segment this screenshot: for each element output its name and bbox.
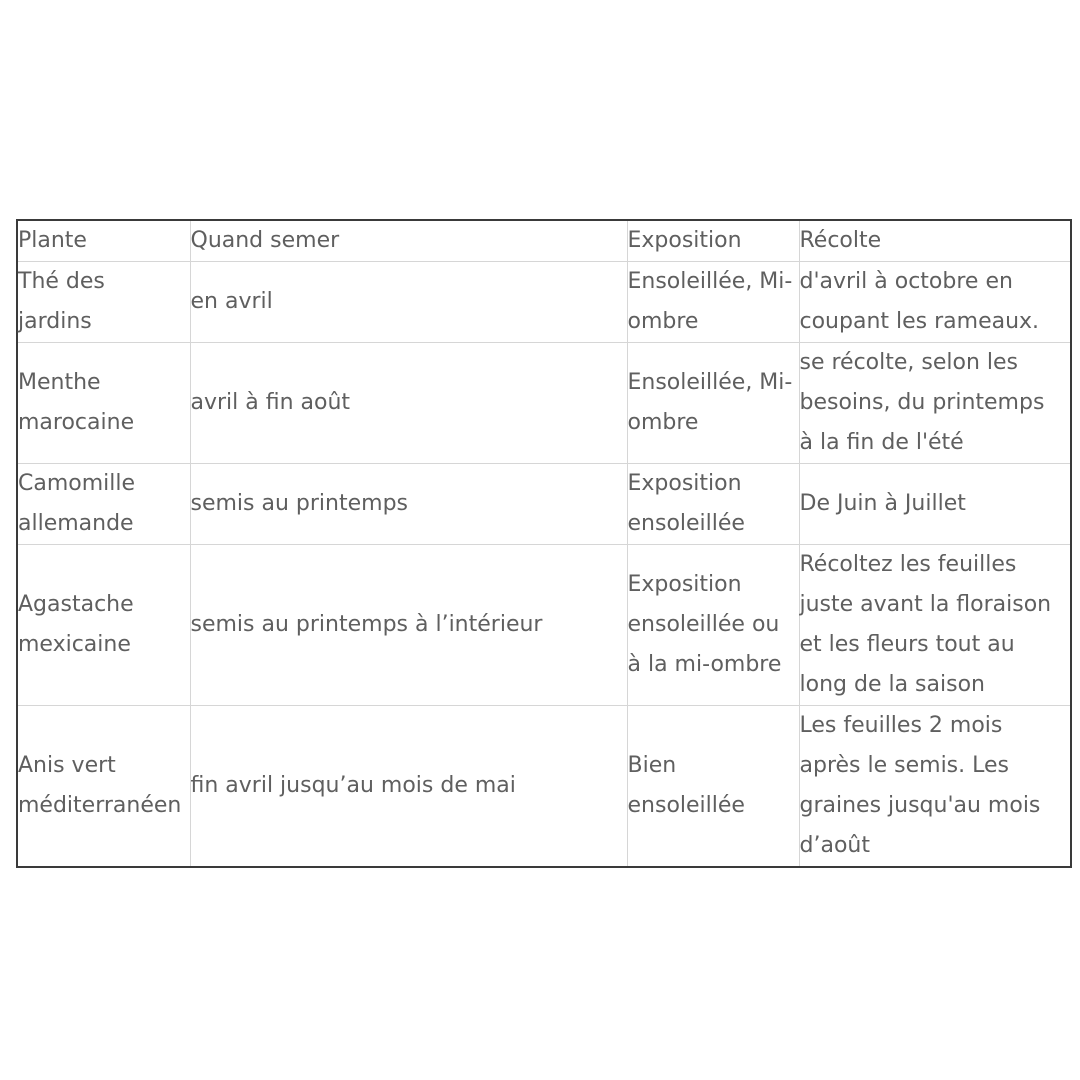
cell-plante: Agastache mexicaine — [18, 545, 190, 706]
cell-plante: Camomille allemande — [18, 464, 190, 545]
table-row — [18, 262, 1070, 343]
plant-table — [16, 219, 1072, 868]
cell-exposition: Exposition ensoleillée ou à la mi-ombre — [627, 545, 799, 706]
header-quand-semer: Quand semer — [190, 221, 627, 262]
header-plante: Plante — [18, 221, 190, 262]
table-row — [18, 464, 1070, 545]
cell-quand-semer: semis au printemps — [190, 464, 627, 545]
cell-exposition: Exposition ensoleillée — [627, 464, 799, 545]
cell-exposition: Bien ensoleillée — [627, 706, 799, 867]
cell-exposition: Ensoleillée, Mi- ombre — [627, 262, 799, 343]
cell-exposition: Ensoleillée, Mi- ombre — [627, 343, 799, 464]
cell-recolte: De Juin à Juillet — [799, 464, 1070, 545]
cell-plante: Menthe marocaine — [18, 343, 190, 464]
table-row — [18, 545, 1070, 706]
table-row — [18, 343, 1070, 464]
table-row — [18, 706, 1070, 867]
cell-quand-semer: en avril — [190, 262, 627, 343]
cell-recolte: Récoltez les feuilles juste avant la floraison et les fleurs tout au long de la saison — [799, 545, 1070, 706]
plant-table-grid — [18, 221, 1070, 866]
cell-recolte: Les feuilles 2 mois après le semis. Les graines jusqu'au mois d’août — [799, 706, 1070, 867]
cell-recolte: d'avril à octobre en coupant les rameaux. — [799, 262, 1070, 343]
cell-plante: Thé des jardins — [18, 262, 190, 343]
header-recolte: Récolte — [799, 221, 1070, 262]
cell-recolte: se récolte, selon les besoins, du printemps à la fin de l'été — [799, 343, 1070, 464]
table-header-row — [18, 221, 1070, 262]
cell-quand-semer: avril à fin août — [190, 343, 627, 464]
cell-quand-semer: semis au printemps à l’intérieur — [190, 545, 627, 706]
header-exposition: Exposition — [627, 221, 799, 262]
cell-quand-semer: fin avril jusqu’au mois de mai — [190, 706, 627, 867]
cell-plante: Anis vert méditerranéen — [18, 706, 190, 867]
